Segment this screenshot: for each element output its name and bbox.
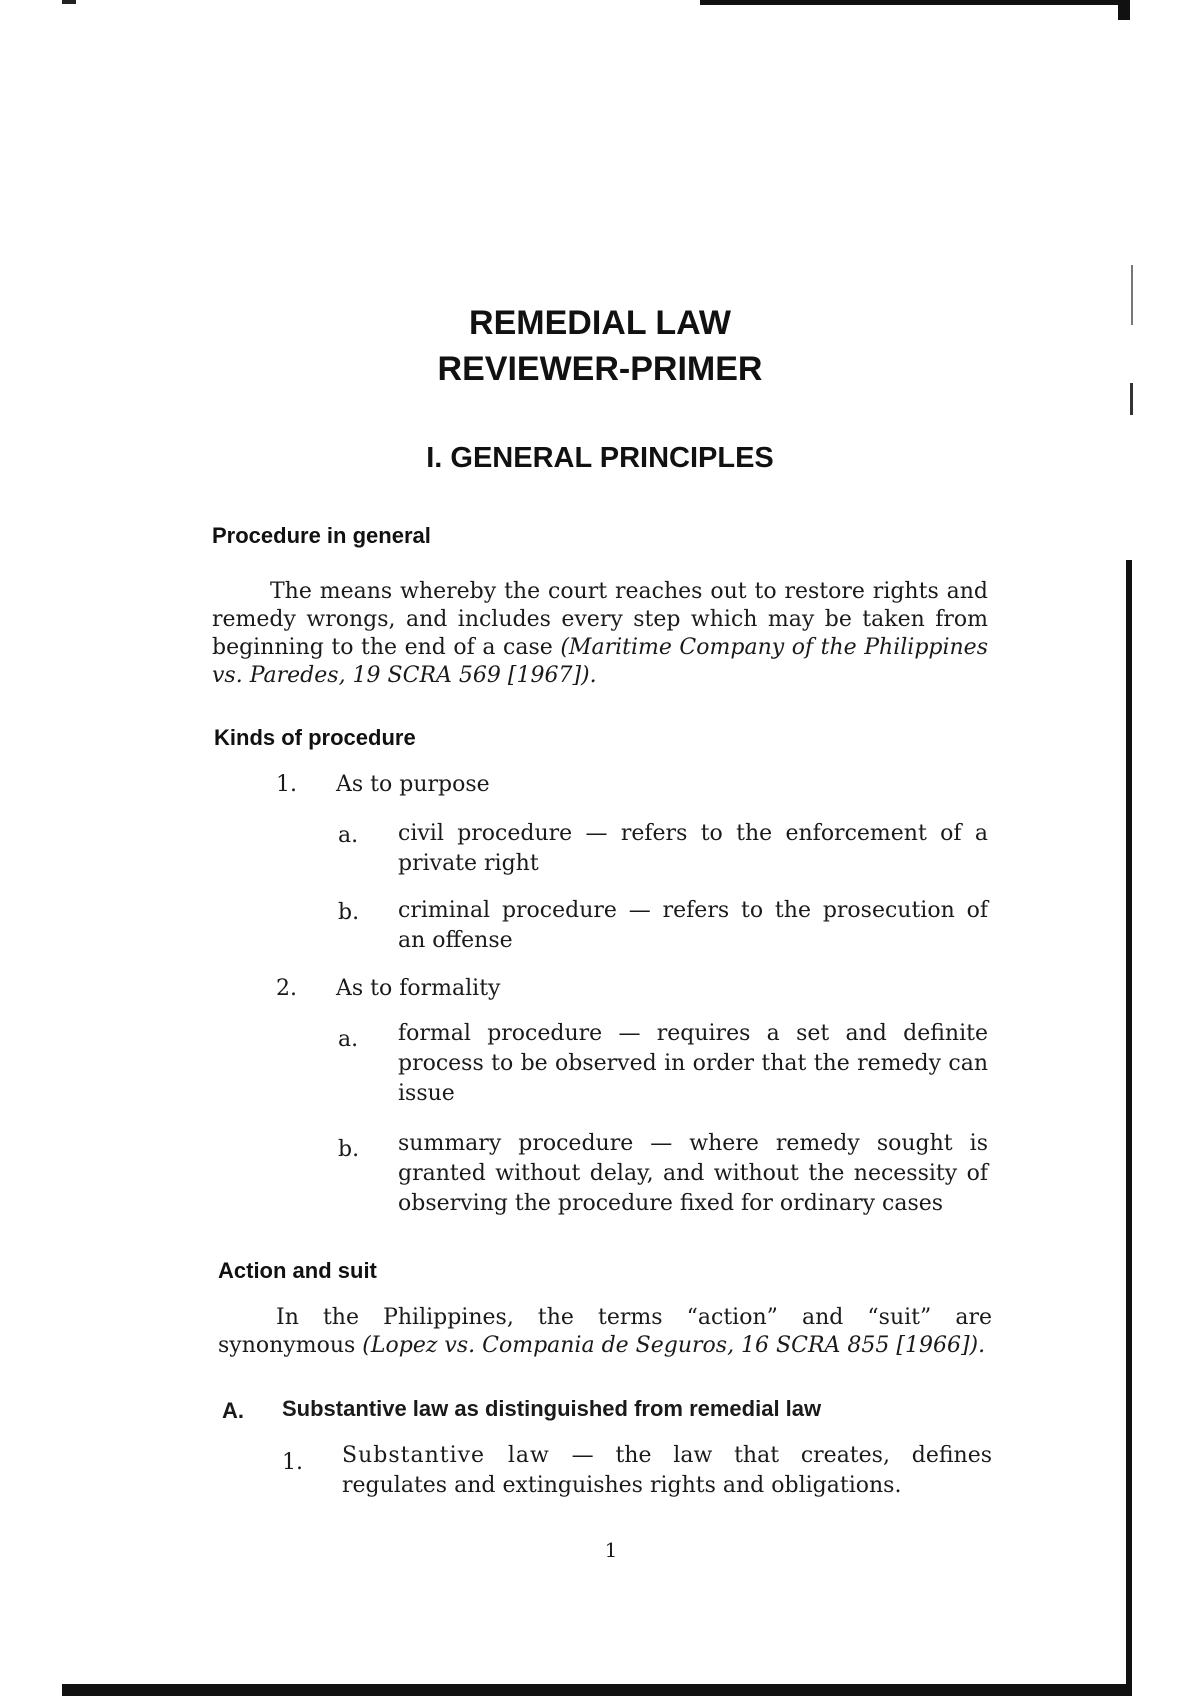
heading-kinds-of-procedure: Kinds of procedure: [214, 725, 416, 750]
heading-procedure-in-general: Procedure in general: [212, 523, 431, 548]
scan-page-edge: [62, 1684, 1132, 1696]
document-title-line1: REMEDIAL LAW: [469, 304, 731, 342]
list-item-text: [342, 1441, 992, 1501]
citation: (Lopez vs. Compania de Seguros, 16 SCRA 855 [1966]).: [362, 1333, 986, 1358]
scan-edge-mark: [700, 0, 1128, 5]
sublist-letter: b.: [338, 1137, 360, 1162]
sublist-text: summary procedure — where remedy sought is granted without delay, and without the necessity of observing the procedure fixed for ordinary cases: [398, 1131, 988, 1216]
list-number: 1.: [282, 1450, 303, 1475]
list-number: 1.: [276, 772, 297, 797]
definition-text: — the law that creates, defines regulates and extinguishes rights and obligations.: [342, 1443, 993, 1498]
sublist-text: civil procedure — refers to the enforcement of a private right: [398, 821, 988, 876]
paragraph-procedure-in-general: [212, 578, 988, 690]
paragraph-action-and-suit: [218, 1304, 992, 1360]
page-number: 1: [604, 1538, 618, 1562]
sublist-text: criminal procedure — refers to the prosecution of an offense: [398, 898, 988, 953]
list-item-label: As to formality: [336, 976, 501, 1001]
section-title: I. GENERAL PRINCIPLES: [426, 442, 774, 474]
sublist-letter: a.: [338, 823, 359, 848]
scan-edge-mark: [62, 0, 76, 4]
definition-term: Substantive law: [342, 1443, 550, 1468]
heading-action-and-suit: Action and suit: [218, 1258, 377, 1283]
document-title-line2: REVIEWER-PRIMER: [437, 350, 763, 388]
list-item-label: As to purpose: [336, 772, 490, 797]
sublist-letter: b.: [338, 900, 360, 925]
sublist-letter: a.: [338, 1027, 359, 1052]
paragraph-text: In the Philippines, the terms “action” and “suit” are synonymous: [218, 1305, 992, 1358]
heading-substantive-vs-remedial: Substantive law as distinguished from remedial law: [282, 1396, 822, 1421]
citation: (Maritime Company of the Philippines vs. Paredes, 19 SCRA 569 [1967]).: [212, 635, 988, 688]
paragraph-text: The means whereby the court reaches out to restore rights and remedy wrongs, and includes every step which may be taken from beginning to the end of a case: [212, 579, 988, 660]
section-letter: A.: [222, 1398, 244, 1423]
scan-page-edge: [1126, 560, 1132, 1696]
sublist-text: formal procedure — requires a set and definite process to be observed in order that the remedy can issue: [398, 1021, 988, 1106]
scan-edge-mark: [1118, 0, 1130, 20]
list-number: 2.: [276, 976, 297, 1001]
